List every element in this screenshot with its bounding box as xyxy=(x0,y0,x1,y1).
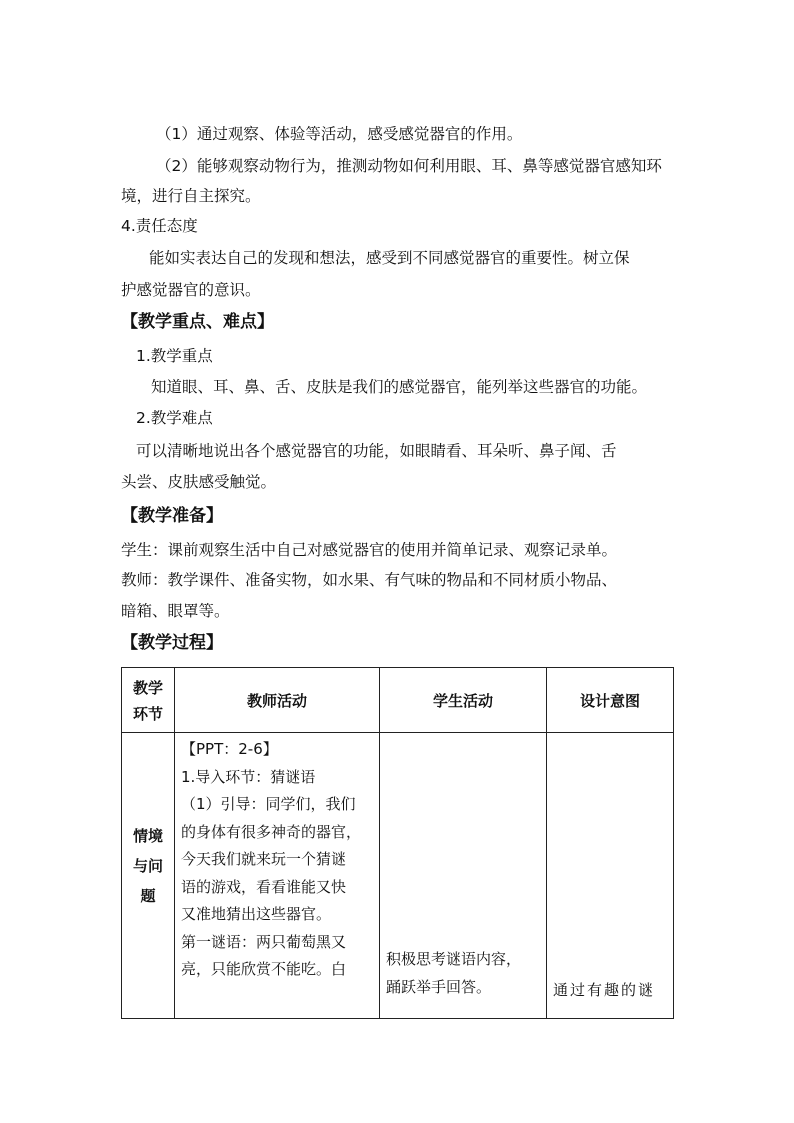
design-intent-cell xyxy=(547,733,674,1019)
objective-3-2-line1: （2）能够观察动物行为，推测动物如何利用眼、耳、鼻等感觉器官感知环 xyxy=(156,157,662,175)
difficult-point-title: 2.教学难点 xyxy=(136,409,213,427)
teacher-line: 第一谜语：两只葡萄黑又 xyxy=(181,932,347,951)
preparation-teacher-line1: 教师：教学课件、准备实物，如水果、有气味的物品和不同材质小物品、 xyxy=(121,571,618,589)
objective-3-2-line2: 境，进行自主探究。 xyxy=(121,187,261,205)
header-stage-line2: 环节 xyxy=(132,705,163,723)
teacher-line: 亮，只能欣赏不能吃。白 xyxy=(181,960,347,978)
lesson-process-table xyxy=(121,667,674,1019)
objective-4-line2: 护感觉器官的意识。 xyxy=(121,281,261,299)
difficult-point-line2: 头尝、皮肤感受触觉。 xyxy=(121,473,277,491)
header-student-activity: 学生活动 xyxy=(380,668,547,733)
preparation-teacher-line2: 暗箱、眼罩等。 xyxy=(121,602,230,620)
teacher-line: 【PPT：2-6】 xyxy=(181,740,278,758)
table-header-row xyxy=(122,668,674,733)
teacher-activity-cell xyxy=(175,733,380,1019)
key-point-text: 知道眼、耳、鼻、舌、皮肤是我们的感觉器官，能列举这些器官的功能。 xyxy=(151,378,648,396)
stage-line3: 题 xyxy=(140,887,156,905)
header-stage xyxy=(122,668,175,733)
teacher-line: （1）引导：同学们，我们 xyxy=(181,795,356,813)
teacher-line: 又准地猜出这些器官。 xyxy=(181,905,332,923)
teacher-line: 语的游戏，看看谁能又快 xyxy=(181,877,347,896)
teacher-line: 今天我们就来玩一个猜谜 xyxy=(181,850,347,868)
teacher-line: 1.导入环节：猜谜语 xyxy=(181,767,316,786)
preparation-heading: 【教学准备】 xyxy=(121,506,223,526)
student-line1: 积极思考谜语内容， xyxy=(386,950,522,968)
intent-line1: 通过有趣的谜 xyxy=(553,981,656,999)
difficult-point-line1: 可以清晰地说出各个感觉器官的功能，如眼睛看、耳朵听、鼻子闻、舌 xyxy=(136,442,617,460)
stage-cell xyxy=(122,733,175,1019)
objective-3-1: （1）通过观察、体验等活动，感受感觉器官的作用。 xyxy=(156,125,523,143)
header-design-intent: 设计意图 xyxy=(547,668,674,733)
header-teacher-activity: 教师活动 xyxy=(175,668,380,733)
stage-line1: 情境 xyxy=(132,827,163,845)
stage-line2: 与问 xyxy=(132,857,163,875)
objective-4-line1: 能如实表达自己的发现和想法，感受到不同感觉器官的重要性。树立保 xyxy=(149,249,630,267)
focus-heading: 【教学重点、难点】 xyxy=(121,312,274,332)
process-heading: 【教学过程】 xyxy=(121,633,223,653)
objective-4-title: 4.责任态度 xyxy=(121,217,198,235)
student-line2: 踊跃举手回答。 xyxy=(386,978,492,996)
teacher-line: 的身体有很多神奇的器官， xyxy=(181,822,362,841)
header-stage-line1: 教学 xyxy=(132,679,163,697)
preparation-student: 学生：课前观察生活中自己对感觉器官的使用并简单记录、观察记录单。 xyxy=(121,541,618,559)
table-row xyxy=(122,733,674,1019)
student-activity-cell xyxy=(380,733,547,1019)
key-point-title: 1.教学重点 xyxy=(136,347,213,365)
